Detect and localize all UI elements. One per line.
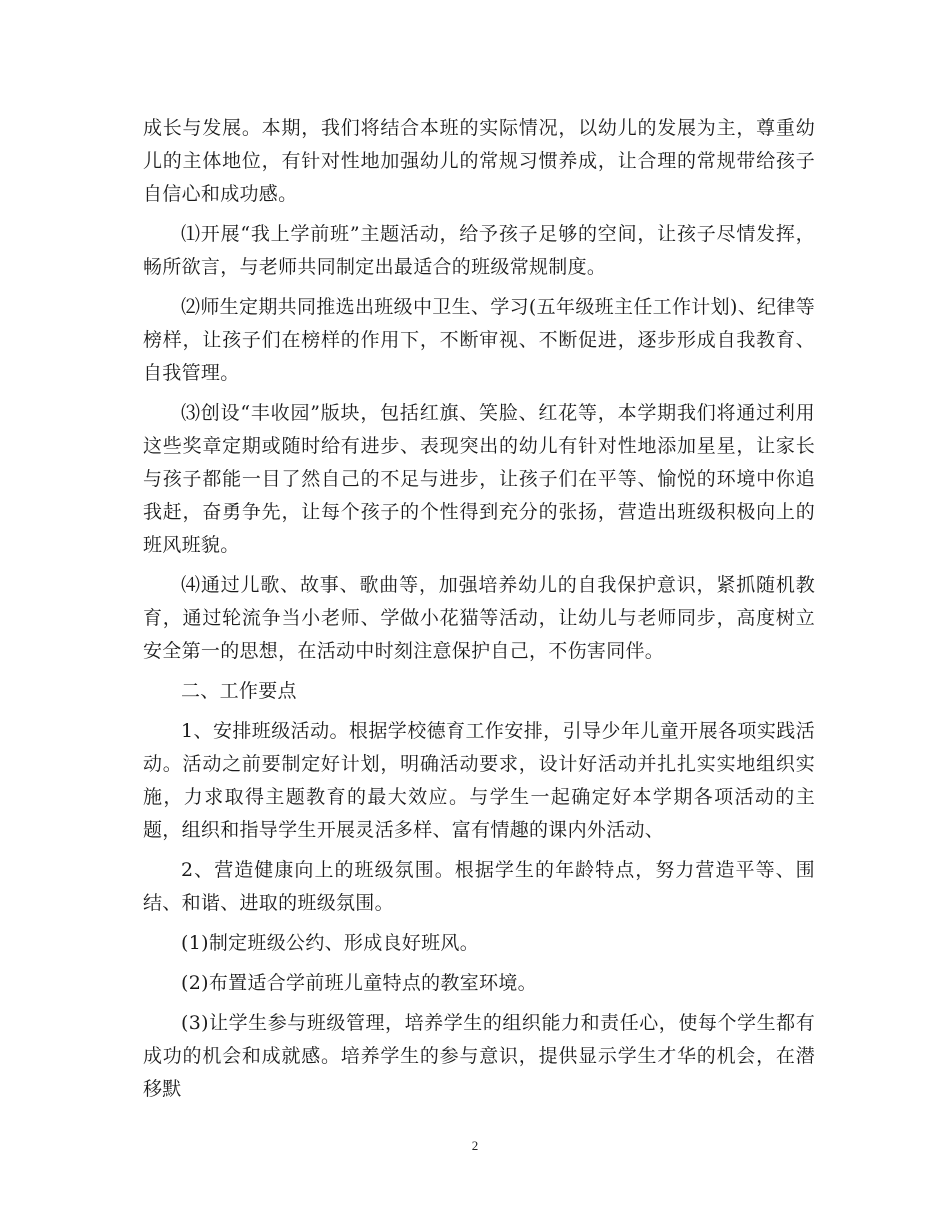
paragraph-point-2: 2、营造健康向上的班级氛围。根据学生的年龄特点，努力营造平等、围结、和谐、进取的班级氛围。 bbox=[143, 859, 815, 914]
paragraph-continuation: 成长与发展。本期，我们将结合本班的实际情况，以幼儿的发展为主，尊重幼儿的主体地位，有针对性地加强幼儿的常规习惯养成，让合理的常规带给孩子自信心和成功感。 bbox=[143, 117, 815, 205]
paragraph-subpoint-3: (3)让学生参与班级管理，培养学生的组织能力和责任心，使每个学生都有成功的机会和成就感。培养学生的参与意识，提供显示学生才华的机会，在潜移默 bbox=[143, 1012, 815, 1100]
paragraph-item-3: ⑶创设“丰收园”版块，包括红旗、笑脸、红花等，本学期我们将通过利用这些奖章定期或随时给有进步、表现突出的幼儿有针对性地添加星星，让家长与孩子都能一目了然自己的不足与进步，让孩子们在平等、愉悦的环境中你追我赶，奋勇争先，让每个孩子的个性得到充分的张扬，营造出班级积极向上的班风班貌。 bbox=[143, 402, 815, 556]
page-number: 2 bbox=[471, 1138, 479, 1153]
section-heading: 二、工作要点 bbox=[181, 680, 297, 702]
paragraph-subpoint-2: (2)布置适合学前班儿童特点的教室环境。 bbox=[181, 972, 537, 994]
paragraph-item-1: ⑴开展“我上学前班”主题活动，给予孩子足够的空间，让孩子尽情发挥，畅所欲言，与老师共同制定出最适合的班级常规制度。 bbox=[143, 223, 815, 278]
paragraph-item-2: ⑵师生定期共同推选出班级中卫生、学习(五年级班主任工作计划)、纪律等榜样，让孩子们在榜样的作用下，不断审视、不断促进，逐步形成自我教育、自我管理。 bbox=[143, 296, 815, 384]
paragraph-point-1: 1、安排班级活动。根据学校德育工作安排，引导少年儿童开展各项实践活动。活动之前要制定好计划，明确活动要求，设计好活动并扎扎实实地组织实施，力求取得主题教育的最大效应。与学生一起确定好本学期各项活动的主题，组织和指导学生开展灵活多样、富有情趣的课内外活动、 bbox=[143, 720, 815, 841]
paragraph-item-4: ⑷通过儿歌、故事、歌曲等，加强培养幼儿的自我保护意识，紧抓随机教育，通过轮流争当小老师、学做小花猫等活动，让幼儿与老师同步，高度树立安全第一的思想，在活动中时刻注意保护自己，不伤害同伴。 bbox=[143, 574, 815, 662]
document-body bbox=[143, 112, 815, 1106]
paragraph-subpoint-1: (1)制定班级公约、形成良好班风。 bbox=[181, 932, 480, 954]
